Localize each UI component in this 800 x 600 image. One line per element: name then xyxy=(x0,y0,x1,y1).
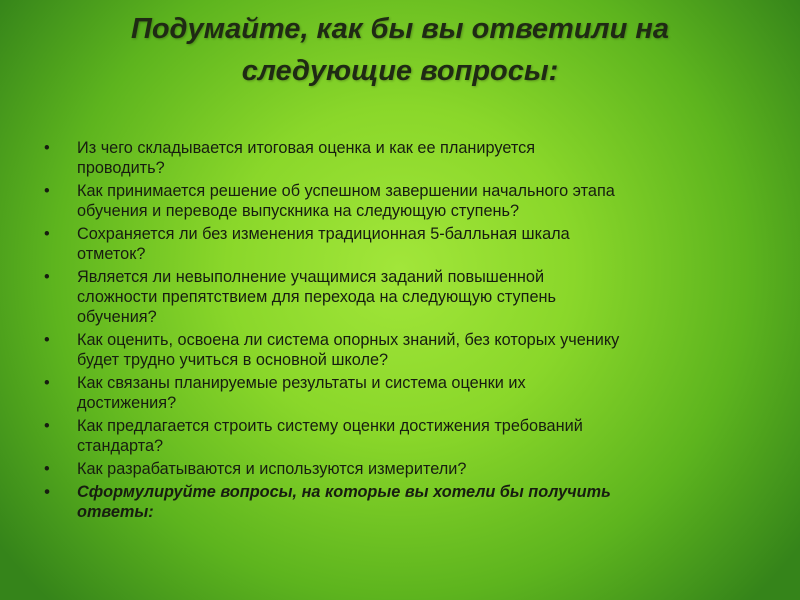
question-item xyxy=(44,225,754,265)
question-text-line: • Из чего складывается итоговая оценка и как ее планируется xyxy=(77,139,536,157)
slide-title-line: следующие вопросы: xyxy=(241,55,559,87)
question-text-line: будет трудно учиться в основной школе? xyxy=(77,350,389,369)
question-text-line: обучения? xyxy=(77,307,157,326)
question-text-line: • Как принимается решение об успешном завершении начального этапа xyxy=(77,181,615,200)
question-item xyxy=(44,182,754,222)
slide-title xyxy=(30,8,770,92)
question-text-line: обучения и переводе выпускника на следующую ступень? xyxy=(77,201,520,220)
question-text-line: отметок? xyxy=(77,244,146,263)
question-item xyxy=(44,139,754,179)
question-text-line: • Является ли невыполнение учащимися заданий повышенной xyxy=(77,267,545,286)
question-item xyxy=(44,268,754,327)
question-text-line: • Как разрабатываются и используются измерители? xyxy=(77,459,467,478)
question-item xyxy=(44,331,754,371)
prompt-item xyxy=(44,483,754,523)
question-text-line: • Как предлагается строить систему оценки достижения требований xyxy=(77,416,583,435)
question-item xyxy=(44,417,754,457)
question-text-line: достижения? xyxy=(77,393,177,412)
question-text-line: проводить? xyxy=(77,158,165,177)
question-list xyxy=(44,139,754,526)
question-text-line: стандарта? xyxy=(77,436,164,455)
question-text-line: • Как связаны планируемые результаты и система оценки их xyxy=(77,373,526,392)
question-text-line: сложности препятствием для перехода на следующую ступень xyxy=(77,287,556,306)
question-text-line: • Сохраняется ли без изменения традиционная 5-балльная шкала xyxy=(77,224,570,243)
question-item xyxy=(44,460,754,480)
slide-title-line: Подумайте, как бы вы ответили на xyxy=(130,13,669,45)
prompt-text-line: • Сформулируйте вопросы, на которые вы хотели бы получить xyxy=(77,482,611,501)
prompt-text-line: ответы: xyxy=(77,502,154,521)
question-item xyxy=(44,374,754,414)
question-text-line: • Как оценить, освоена ли система опорных знаний, без которых ученику xyxy=(77,330,620,349)
